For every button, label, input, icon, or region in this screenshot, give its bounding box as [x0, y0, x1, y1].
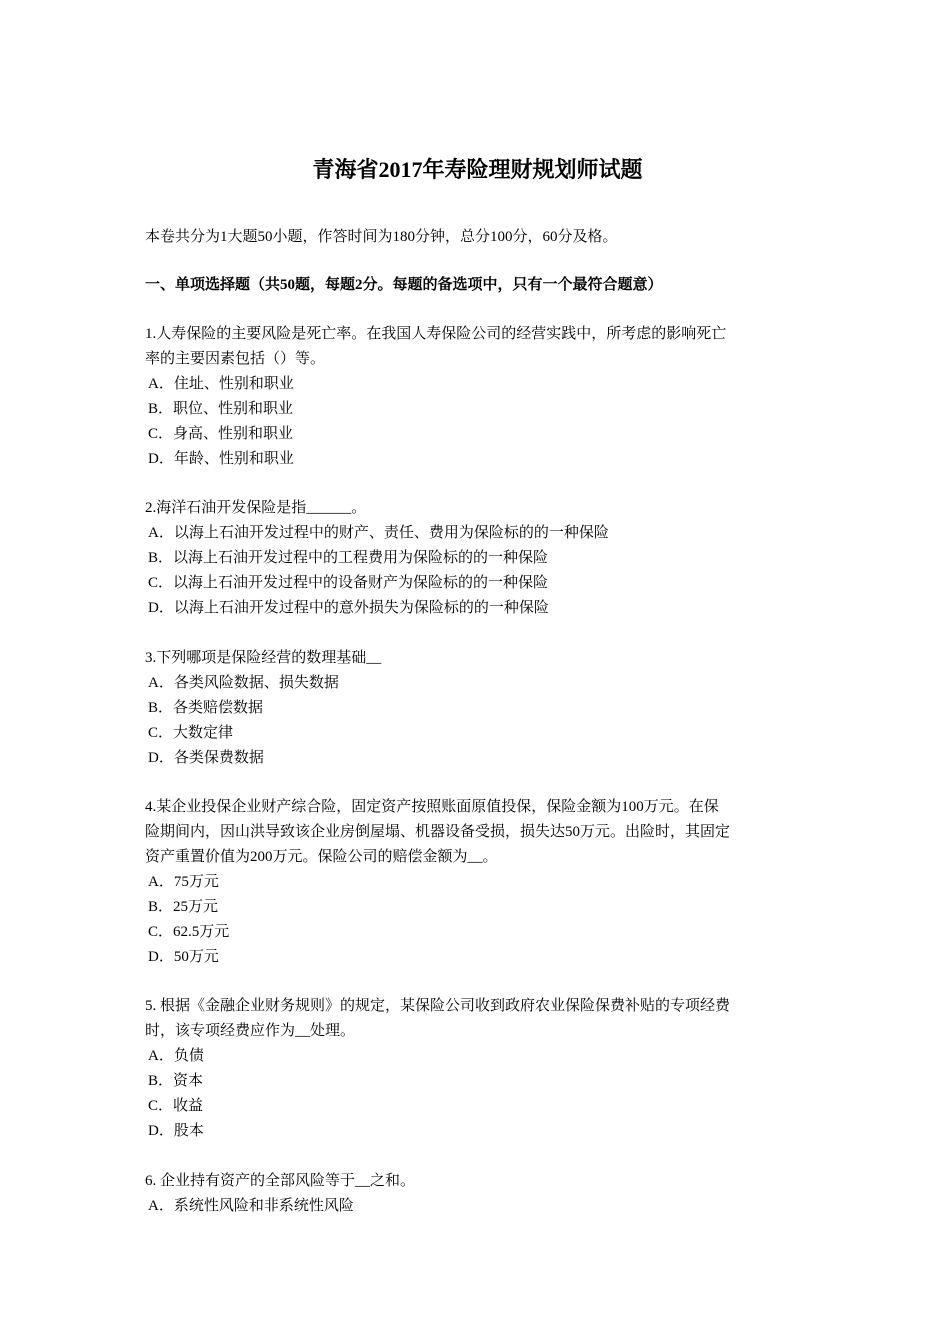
answer-option: D．各类保费数据: [148, 750, 264, 766]
answer-option: D．50万元: [148, 949, 219, 965]
answer-option: C．身高、性别和职业: [148, 426, 294, 442]
question-text-line: 资产重置价值为200万元。保险公司的赔偿金额为__。: [145, 849, 498, 865]
question-item: [145, 1169, 810, 1219]
answer-option: A．各类风险数据、损失数据: [148, 675, 339, 691]
question-text-line: 时，该专项经费应作为__处理。: [145, 1023, 356, 1039]
question-text: [145, 1169, 810, 1194]
answer-option: D．年龄、性别和职业: [148, 451, 294, 467]
answer-option: B．职位、性别和职业: [148, 401, 294, 417]
answer-option: A．住址、性别和职业: [148, 376, 294, 392]
question-text-line: 6. 企业持有资产的全部风险等于__之和。: [145, 1173, 416, 1189]
question-text-line: 4.某企业投保企业财产综合险，固定资产按照账面原值投保，保险金额为100万元。在保: [145, 799, 719, 815]
answer-option: A．负债: [148, 1048, 204, 1064]
answer-option: A．以海上石油开发过程中的财产、责任、费用为保险标的的一种保险: [148, 525, 609, 541]
answer-option: A．系统性风险和非系统性风险: [148, 1198, 354, 1214]
question-text: [145, 496, 810, 521]
question-item: [145, 322, 810, 472]
question-text-line: 2.海洋石油开发保险是指______。: [145, 500, 367, 516]
answer-option: B．各类赔偿数据: [148, 700, 264, 716]
question-text-line: 3.下列哪项是保险经营的数理基础__: [145, 650, 382, 666]
answer-option: C．收益: [148, 1098, 204, 1114]
question-item: [145, 496, 810, 621]
question-item: [145, 994, 810, 1144]
answer-option: B．资本: [148, 1073, 204, 1089]
question-text-line: 1.人寿保险的主要风险是死亡率。在我国人寿保险公司的经营实践中，所考虑的影响死亡: [145, 326, 727, 342]
answer-option: D．以海上石油开发过程中的意外损失为保险标的的一种保险: [148, 600, 549, 616]
question-text-line: 率的主要因素包括（）等。: [145, 351, 326, 367]
answer-option: B．以海上石油开发过程中的工程费用为保险标的的一种保险: [148, 550, 549, 566]
question-text-line: 险期间内，因山洪导致该企业房倒屋塌、机器设备受损，损失达50万元。出险时，其固定: [145, 824, 731, 840]
question-item: [145, 795, 810, 970]
answer-option: B．25万元: [148, 899, 219, 915]
question-text: [145, 322, 810, 372]
answer-option: A．75万元: [148, 874, 219, 890]
question-text: [145, 994, 810, 1044]
question-item: [145, 646, 810, 771]
section-heading: 一、单项选择题（共50题，每题2分。每题的备选项中，只有一个最符合题意）: [145, 277, 663, 293]
exam-intro: 本卷共分为1大题50小题，作答时间为180分钟，总分100分，60分及格。: [145, 229, 618, 245]
answer-option: C．大数定律: [148, 725, 234, 741]
answer-option: D．股本: [148, 1123, 204, 1139]
answer-option: C．以海上石油开发过程中的设备财产为保险标的的一种保险: [148, 575, 549, 591]
document-title: 青海省2017年寿险理财规划师试题: [312, 157, 643, 182]
question-text: [145, 646, 810, 671]
question-text: [145, 795, 810, 870]
question-text-line: 5. 根据《金融企业财务规则》的规定，某保险公司收到政府农业保险保费补贴的专项经费: [145, 998, 731, 1014]
answer-option: C．62.5万元: [148, 924, 230, 940]
